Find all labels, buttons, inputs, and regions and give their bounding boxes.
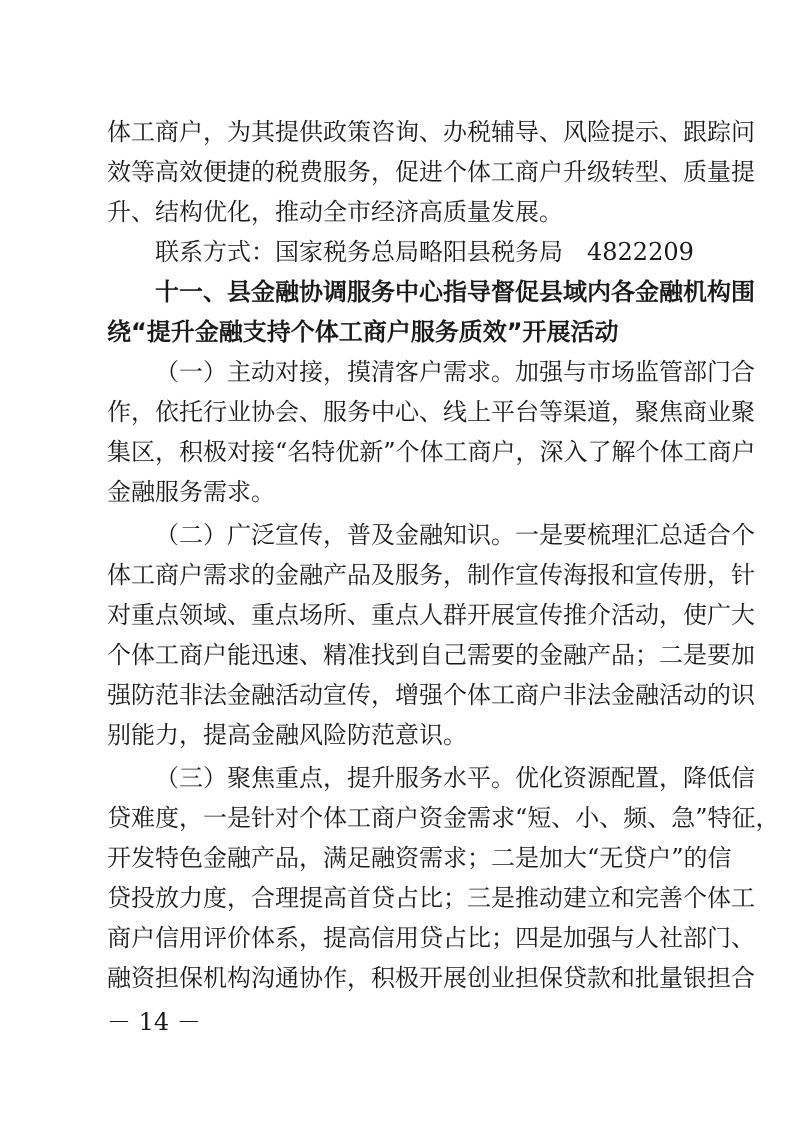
item-three-line: 贷投放力度，合理提高首贷占比；三是推动建立和完善个体工 xyxy=(107,884,755,912)
item-two-line: 别能力，提高金融风险防范意识。 xyxy=(107,721,467,749)
item-one-line: （一）主动对接，摸清客户需求。加强与市场监管部门合 xyxy=(155,358,755,386)
item-three-line: （三）聚焦重点，提升服务水平。优化资源配置，降低信 xyxy=(155,764,755,792)
item-one-line: 金融服务需求。 xyxy=(107,478,275,506)
section-heading-line: 绕“提升金融支持个体工商户服务质效”开展活动 xyxy=(107,318,619,346)
item-two-line: （二）广泛宣传，普及金融知识。一是要梳理汇总适合个 xyxy=(155,521,755,549)
paragraph-line: 效等高效便捷的税费服务，促进个体工商户升级转型、质量提 xyxy=(107,158,755,186)
item-three-line: 贷难度，一是针对个体工商户资金需求“短、小、频、急”特征， xyxy=(107,804,780,832)
item-three-line: 商户信用评价体系，提高信用贷占比；四是加强与人社部门、 xyxy=(107,924,755,952)
paragraph-line: 体工商户，为其提供政策咨询、办税辅导、风险提示、跟踪问 xyxy=(107,118,755,146)
section-heading-line: 十一、县金融协调服务中心指导督促县域内各金融机构围 xyxy=(155,278,755,306)
item-three-line: 融资担保机构沟通协作，积极开展创业担保贷款和批量银担合 xyxy=(107,964,755,992)
item-two-line: 对重点领域、重点场所、重点人群开展宣传推介活动，使广大 xyxy=(107,601,755,629)
page-number: － 14 － xyxy=(107,1008,201,1036)
contact-line: 联系方式：国家税务总局略阳县税务局 4822209 xyxy=(155,238,694,266)
item-three-line: 开发特色金融产品，满足融资需求；二是加大“无贷户”的信 xyxy=(107,844,732,872)
item-one-line: 作，依托行业协会、服务中心、线上平台等渠道，聚焦商业聚 xyxy=(107,398,755,426)
paragraph-line: 升、结构优化，推动全市经济高质量发展。 xyxy=(107,198,563,226)
item-two-line: 个体工商户能迅速、精准找到自己需要的金融产品；二是要加 xyxy=(107,641,755,669)
item-two-line: 体工商户需求的金融产品及服务，制作宣传海报和宣传册，针 xyxy=(107,561,755,589)
item-two-line: 强防范非法金融活动宣传，增强个体工商户非法金融活动的识 xyxy=(107,681,755,709)
item-one-line: 集区，积极对接“名特优新”个体工商户，深入了解个体工商户 xyxy=(107,438,756,466)
